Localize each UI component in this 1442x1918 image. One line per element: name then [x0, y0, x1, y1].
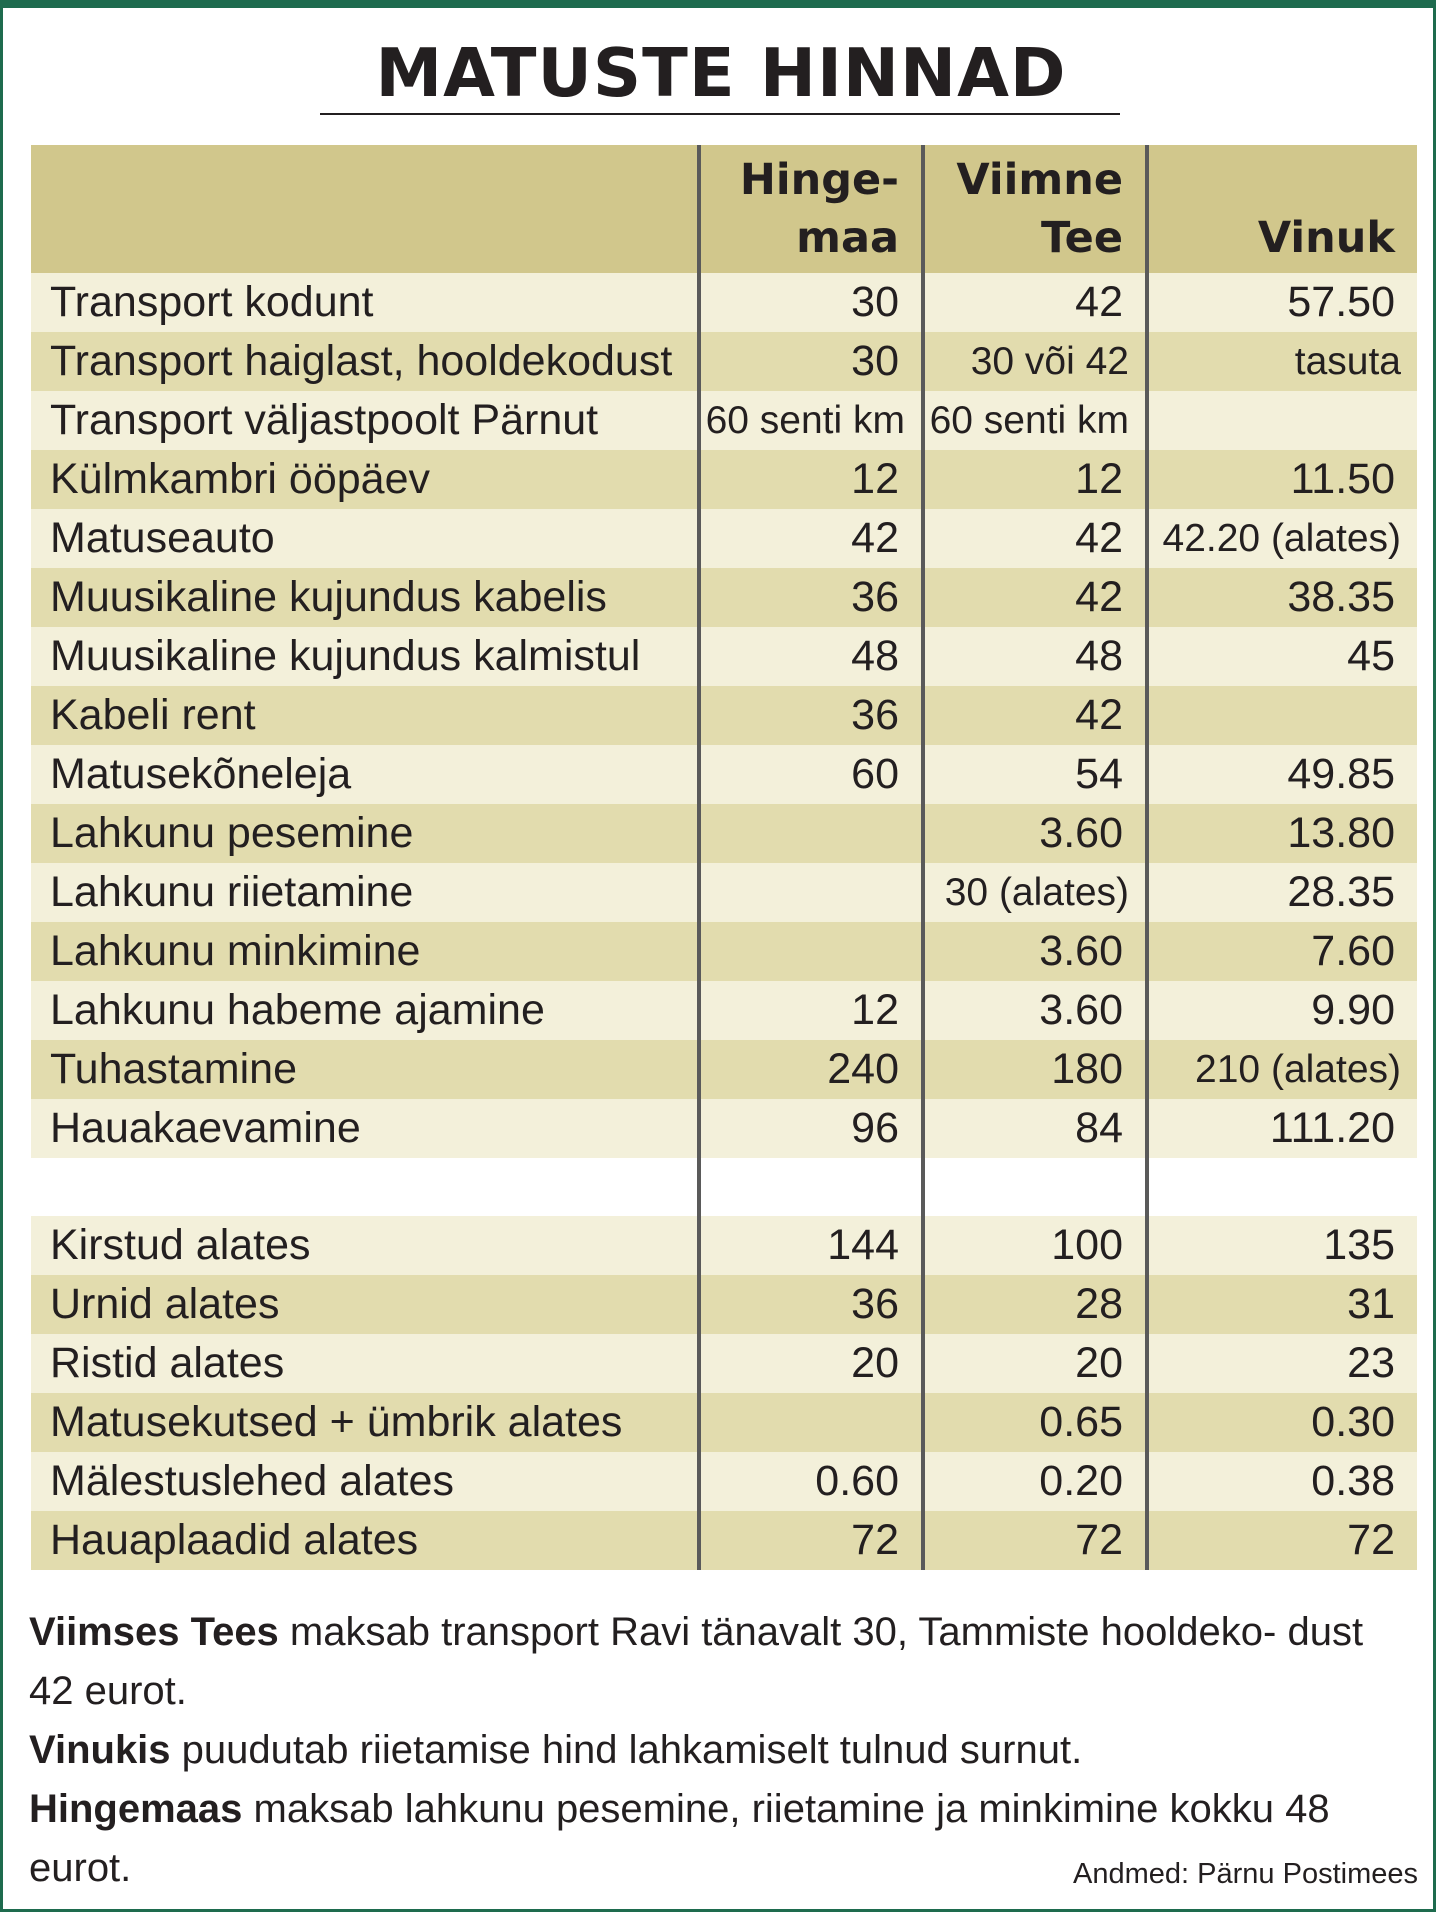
- footnote-bold: Viimses Tees: [29, 1610, 279, 1654]
- hingemaa-price: [699, 804, 923, 863]
- spacer-cell: [31, 1158, 699, 1216]
- footnote-bold: Hingemaas: [29, 1787, 243, 1831]
- table-row: [31, 568, 1417, 627]
- row-label: Kirstud alates: [31, 1216, 699, 1275]
- spacer-cell: [1147, 1158, 1417, 1216]
- row-label: Tuhastamine: [31, 1040, 699, 1099]
- vinuk-price: 42.20 (alates): [1147, 509, 1417, 568]
- row-label: Hauaplaadid alates: [31, 1511, 699, 1570]
- table-row: [31, 1040, 1417, 1099]
- viimne-tee-price: 20: [923, 1334, 1147, 1393]
- row-label: Mälestuslehed alates: [31, 1452, 699, 1511]
- vinuk-price: 23: [1147, 1334, 1417, 1393]
- hingemaa-price: 36: [699, 568, 923, 627]
- hingemaa-price: 36: [699, 1275, 923, 1334]
- viimne-tee-price: 28: [923, 1275, 1147, 1334]
- hingemaa-price: [699, 1393, 923, 1452]
- table-row: [31, 1393, 1417, 1452]
- vinuk-price: 7.60: [1147, 922, 1417, 981]
- footnotes: [29, 1603, 1399, 1898]
- table-row: [31, 1099, 1417, 1158]
- vinuk-price: 31: [1147, 1275, 1417, 1334]
- vinuk-price: 72: [1147, 1511, 1417, 1570]
- viimne-tee-price: 3.60: [923, 922, 1147, 981]
- row-label: Hauakaevamine: [31, 1099, 699, 1158]
- hingemaa-price: 12: [699, 981, 923, 1040]
- hingemaa-price: 42: [699, 509, 923, 568]
- table-row: [31, 391, 1417, 450]
- header-vinuk: [1147, 145, 1417, 273]
- viimne-tee-price: 3.60: [923, 981, 1147, 1040]
- table-row: [31, 273, 1417, 332]
- viimne-tee-price: 12: [923, 450, 1147, 509]
- hingemaa-price: 96: [699, 1099, 923, 1158]
- table-row: [31, 627, 1417, 686]
- table-row: [31, 745, 1417, 804]
- table-row: [31, 1452, 1417, 1511]
- hingemaa-price: 30: [699, 273, 923, 332]
- header-hingemaa-line2: maa: [796, 213, 899, 263]
- header-hingemaa: [699, 145, 923, 273]
- vinuk-price: tasuta: [1147, 332, 1417, 391]
- hingemaa-price: 48: [699, 627, 923, 686]
- row-label: Matusekõneleja: [31, 745, 699, 804]
- viimne-tee-price: 48: [923, 627, 1147, 686]
- hingemaa-price: 144: [699, 1216, 923, 1275]
- viimne-tee-price: 30 (alates): [923, 863, 1147, 922]
- table-row: [31, 1334, 1417, 1393]
- row-label: Transport väljastpoolt Pärnut: [31, 391, 699, 450]
- footnote-bold: Vinukis: [29, 1728, 171, 1772]
- table-row: [31, 1216, 1417, 1275]
- row-label: Lahkunu habeme ajamine: [31, 981, 699, 1040]
- row-label: Transport haiglast, hooldekodust: [31, 332, 699, 391]
- row-label: Lahkunu minkimine: [31, 922, 699, 981]
- source-credit: Andmed: Pärnu Postimees: [1073, 1858, 1418, 1890]
- hingemaa-price: 20: [699, 1334, 923, 1393]
- viimne-tee-price: 54: [923, 745, 1147, 804]
- footnote-text: maksab transport Ravi tänavalt 30, Tammiste hooldeko- dust 42 eurot.: [29, 1610, 1364, 1713]
- table-row: [31, 922, 1417, 981]
- viimne-tee-price: 72: [923, 1511, 1147, 1570]
- table-row: [31, 863, 1417, 922]
- table-row: [31, 332, 1417, 391]
- header-viimne-tee-line2: Tee: [1041, 213, 1123, 263]
- table-row: [31, 686, 1417, 745]
- spacer-row: [31, 1158, 1417, 1216]
- viimne-tee-price: 100: [923, 1216, 1147, 1275]
- vinuk-price: 28.35: [1147, 863, 1417, 922]
- vinuk-price: 45: [1147, 627, 1417, 686]
- row-label: Lahkunu riietamine: [31, 863, 699, 922]
- viimne-tee-price: 42: [923, 686, 1147, 745]
- hingemaa-price: 60 senti km: [699, 391, 923, 450]
- table-row: [31, 450, 1417, 509]
- vinuk-price: 111.20: [1147, 1099, 1417, 1158]
- hingemaa-price: 240: [699, 1040, 923, 1099]
- vinuk-price: 0.38: [1147, 1452, 1417, 1511]
- row-label: Muusikaline kujundus kalmistul: [31, 627, 699, 686]
- table-row: [31, 1275, 1417, 1334]
- viimne-tee-price: 30 või 42: [923, 332, 1147, 391]
- vinuk-price: [1147, 391, 1417, 450]
- vinuk-price: 57.50: [1147, 273, 1417, 332]
- table-row: [31, 509, 1417, 568]
- hingemaa-price: 72: [699, 1511, 923, 1570]
- spacer-cell: [923, 1158, 1147, 1216]
- viimne-tee-price: 42: [923, 568, 1147, 627]
- viimne-tee-price: 0.65: [923, 1393, 1147, 1452]
- title-underline: [320, 113, 1120, 115]
- row-label: Muusikaline kujundus kabelis: [31, 568, 699, 627]
- footnote: [29, 1721, 1399, 1780]
- row-label: Matusekutsed + ümbrik alates: [31, 1393, 699, 1452]
- hingemaa-price: 12: [699, 450, 923, 509]
- header-hingemaa-line1: Hinge-: [739, 155, 899, 205]
- viimne-tee-price: 180: [923, 1040, 1147, 1099]
- footnote-text: puudutab riietamise hind lahkamiselt tulnud surnut.: [170, 1728, 1083, 1772]
- table-row: [31, 804, 1417, 863]
- viimne-tee-price: 3.60: [923, 804, 1147, 863]
- spacer-cell: [699, 1158, 923, 1216]
- viimne-tee-price: 42: [923, 509, 1147, 568]
- hingemaa-price: 0.60: [699, 1452, 923, 1511]
- viimne-tee-price: 84: [923, 1099, 1147, 1158]
- hingemaa-price: 36: [699, 686, 923, 745]
- vinuk-price: 38.35: [1147, 568, 1417, 627]
- row-label: Külmkambri ööpäev: [31, 450, 699, 509]
- row-label: Matuseauto: [31, 509, 699, 568]
- vinuk-price: 13.80: [1147, 804, 1417, 863]
- hingemaa-price: [699, 922, 923, 981]
- vinuk-price: [1147, 686, 1417, 745]
- vinuk-price: 135: [1147, 1216, 1417, 1275]
- row-label: Ristid alates: [31, 1334, 699, 1393]
- vinuk-price: 0.30: [1147, 1393, 1417, 1452]
- viimne-tee-price: 42: [923, 273, 1147, 332]
- vinuk-price: 11.50: [1147, 450, 1417, 509]
- vinuk-price: 49.85: [1147, 745, 1417, 804]
- header-vinuk-line2: Vinuk: [1257, 213, 1395, 263]
- table-row: [31, 981, 1417, 1040]
- vinuk-price: 9.90: [1147, 981, 1417, 1040]
- row-label: Kabeli rent: [31, 686, 699, 745]
- hingemaa-price: 30: [699, 332, 923, 391]
- header-viimne-tee: [923, 145, 1147, 273]
- viimne-tee-price: 0.20: [923, 1452, 1147, 1511]
- vinuk-price: 210 (alates): [1147, 1040, 1417, 1099]
- viimne-tee-price: 60 senti km: [923, 391, 1147, 450]
- row-label: Transport kodunt: [31, 273, 699, 332]
- page-title: MATUSTE HINNAD: [375, 34, 1067, 112]
- hingemaa-price: 60: [699, 745, 923, 804]
- table-row: [31, 1511, 1417, 1570]
- hingemaa-price: [699, 863, 923, 922]
- footnote-text: maksab lahkunu pesemine, riietamine ja minkimine kokku 48 eurot.: [29, 1787, 1330, 1890]
- row-label: Lahkunu pesemine: [31, 804, 699, 863]
- header-row: [31, 145, 1417, 273]
- header-service: [31, 145, 699, 273]
- price-table: [31, 145, 1417, 1570]
- footnote: [29, 1603, 1399, 1721]
- header-viimne-tee-line1: Viimne: [956, 155, 1123, 205]
- row-label: Urnid alates: [31, 1275, 699, 1334]
